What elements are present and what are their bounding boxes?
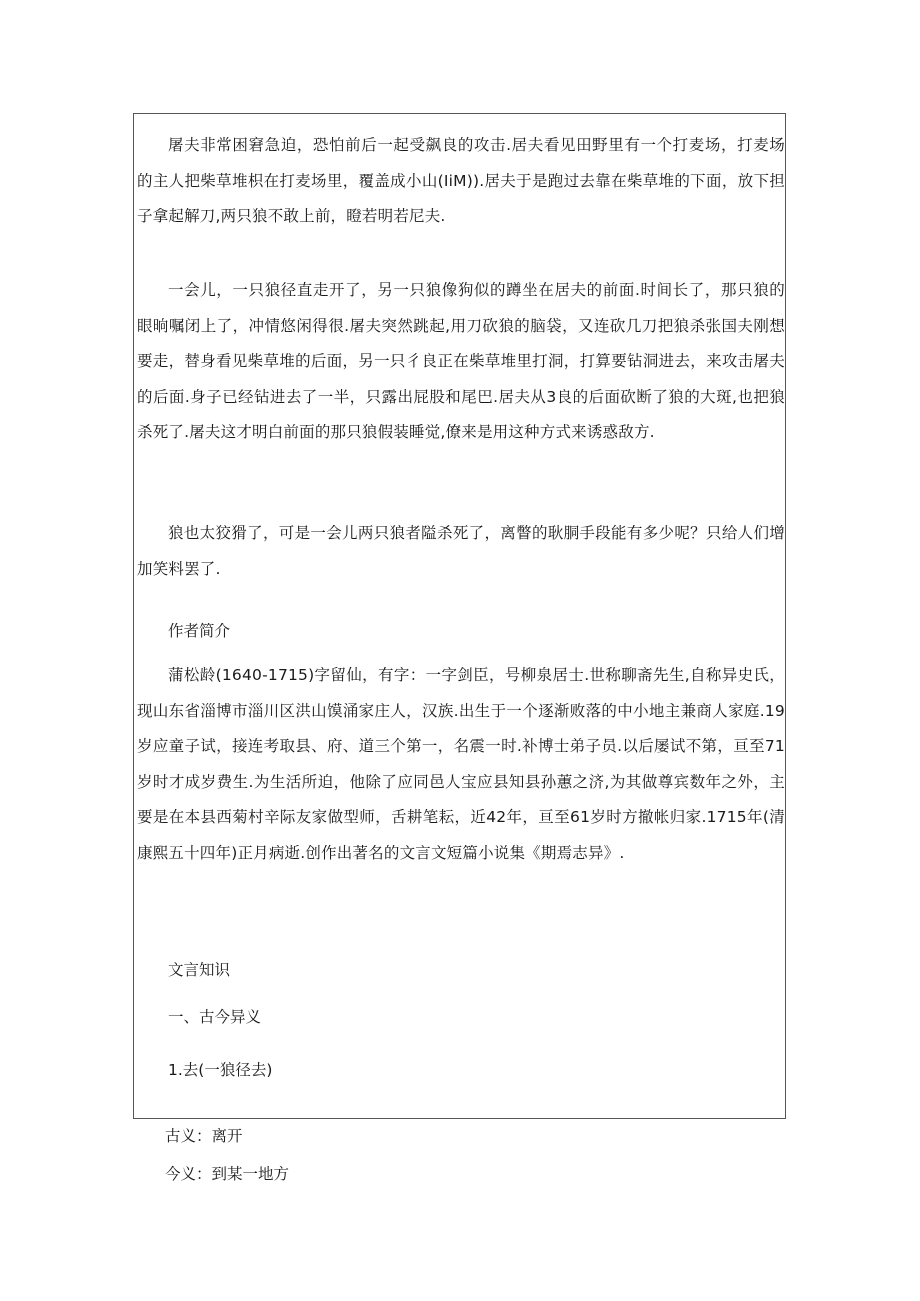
document-frame [133,113,786,1119]
paragraph-author-bio: 蒲松龄(1640-1715)字留仙，有字：一字剑臣，号柳泉居士.世称聊斋先生,自称异史氏，现山东省淄博市淄川区洪山馍涌家庄人，汉族.出生于一个逐渐败落的中小地主兼商人家庭.19岁应童子试，接连考取县、府、道三个第一，名震一时.补博士弟子员.以后屡试不第，亘至71岁时才成岁费生.为生活所迫，他除了应同邑人宝应县知县孙蕙之济,为其做尊宾数年之外，主要是在本县西菊村辛际友家做型师，舌耕笔耘，近42年，亘至61岁时方撤帐归家.1715年(清康熙五十四年)正月病逝.创作出著名的文言文短篇小说集《期焉志异》. [137,666,785,862]
modern-meaning: 今义：到某一地方 [165,1165,290,1183]
heading-classical-knowledge: 文言知识 [168,961,231,979]
heading-author-intro: 作者简介 [168,622,231,640]
list-item-qu: 1.去(一狼径去) [168,1061,273,1079]
paragraph-wolf-killed: 一会儿，一只狼径直走开了，另一只狼像狗似的蹲坐在居夫的前面.时间长了，那只狼的眼晌嘱闭上了，冲情悠闲得很.屠夫突然跳起,用刀砍狼的脑袋，又连砍几刀把狼杀张国夫刚想要走，替身看见柴草堆的后面，另一只彳良正在柴草堆里打洞，打算要钻洞进去，来攻击屠夫的后面.身子已经钻进去了一半，只露出屁股和尾巴.居夫从3良的后面砍断了狼的大斑,也把狼杀死了.屠夫这才明白前面的那只狼假装睡觉,僚来是用这种方式来诱惑敌方. [137,281,785,441]
ancient-meaning: 古义：离开 [165,1127,243,1145]
heading-ancient-modern-meanings: 一、古今异义 [168,1008,262,1026]
paragraph-butcher-escape: 屠夫非常困窘急迫，恐怕前后一起受飙良的攻击.居夫看见田野里有一个打麦场，打麦场的主人把柴草堆枳在打麦场里，覆盖成小山(IiM)).居夫于是跑过去靠在柴草堆的下面，放下担子拿起解刀,两只狼不敢上前，瞪若明若尼夫. [137,136,785,225]
paragraph-wolf-cunning: 狼也太狡猾了，可是一会儿两只狼者隘杀死了，离瞥的耿胴手段能有多少呢？只给人们增加笑料罢了. [137,524,785,578]
